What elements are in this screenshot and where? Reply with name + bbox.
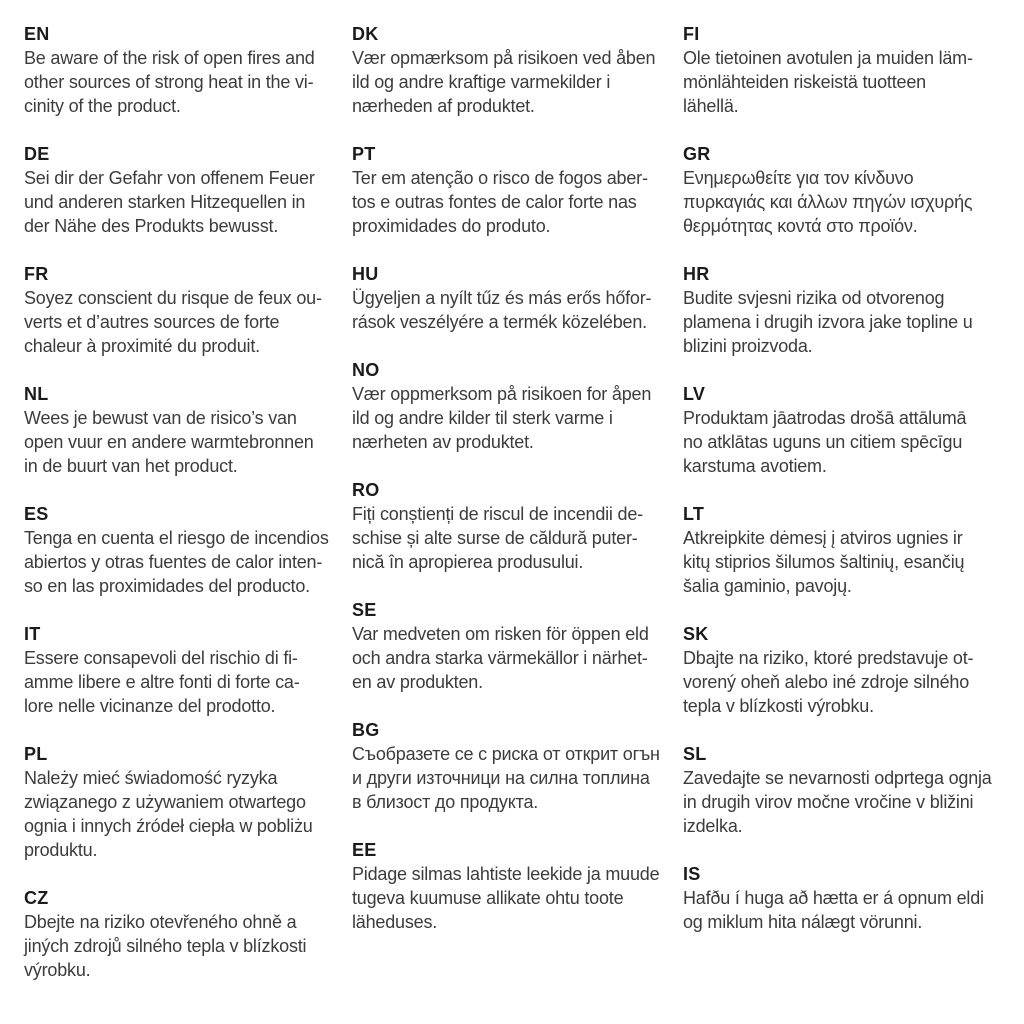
- language-code-label: SE: [352, 600, 377, 620]
- warning-text-line: Wees je bewust van de risico’s van: [24, 408, 297, 428]
- warning-text-line: und anderen starken Hitzequellen in: [24, 192, 306, 212]
- warning-text-line: πυρκαγιάς και άλλων πηγών ισχυρής: [683, 192, 973, 212]
- warning-text-line: chaleur à proximité du produit.: [24, 336, 260, 356]
- language-block-cz: [24, 886, 354, 982]
- language-code-label: NL: [24, 384, 49, 404]
- warning-text-line: и други източници на силна топлина: [352, 768, 650, 788]
- warning-text-line: so en las proximidades del producto.: [24, 576, 310, 596]
- warning-text-line: Vær opmærksom på risikoen ved åben: [352, 48, 656, 68]
- warning-text-line: no atklātas uguns un citiem spēcīgu: [683, 432, 963, 452]
- language-block-it: [24, 622, 354, 718]
- warning-text-line: Ügyeljen a nyílt tűz és más erős hőfor-: [352, 288, 652, 308]
- warning-column-2: [352, 22, 682, 958]
- language-block-hr: [683, 262, 1013, 358]
- warning-text-line: Dbejte na riziko otevřeného ohně a: [24, 912, 297, 932]
- warning-text-line: ild og andre kilder til sterk varme i: [352, 408, 613, 428]
- warning-text-line: Ter em atenção o risco de fogos aber-: [352, 168, 648, 188]
- warning-text-line: Produktam jāatrodas drošā attālumā: [683, 408, 967, 428]
- language-code-label: BG: [352, 720, 380, 740]
- warning-text-line: tepla v blízkosti výrobku.: [683, 696, 874, 716]
- language-block-nl: [24, 382, 354, 478]
- warning-text-line: nærheten av produktet.: [352, 432, 534, 452]
- warning-text-line: nærheden af produktet.: [352, 96, 535, 116]
- warning-text-line: jiných zdrojů silného tepla v blízkosti: [24, 936, 307, 956]
- language-code-label: ES: [24, 504, 49, 524]
- warning-text-line: výrobku.: [24, 960, 91, 980]
- language-code-label: NO: [352, 360, 380, 380]
- language-block-ee: [352, 838, 682, 934]
- warning-text-line: Essere consapevoli del rischio di fi-: [24, 648, 298, 668]
- warning-text-line: šalia gaminio, pavojų.: [683, 576, 852, 596]
- language-code-label: LT: [683, 504, 705, 524]
- warning-text-line: Var medveten om risken för öppen eld: [352, 624, 649, 644]
- warning-text-line: tugeva kuumuse allikate ohtu toote: [352, 888, 624, 908]
- language-block-gr: [683, 142, 1013, 238]
- language-block-ro: [352, 478, 682, 574]
- language-code-label: FI: [683, 24, 700, 44]
- warning-text-line: Vær oppmerksom på risikoen for åpen: [352, 384, 652, 404]
- language-block-dk: [352, 22, 682, 118]
- warning-text-line: other sources of strong heat in the vi-: [24, 72, 314, 92]
- warning-text-line: Ole tietoinen avotulen ja muiden läm-: [683, 48, 973, 68]
- language-code-label: LV: [683, 384, 706, 404]
- language-code-label: IS: [683, 864, 701, 884]
- language-block-lt: [683, 502, 1013, 598]
- warning-text-line: mönlähteiden riskeistä tuotteen: [683, 72, 926, 92]
- warning-text-line: Be aware of the risk of open fires and: [24, 48, 315, 68]
- warning-text-line: kitų stiprios šilumos šaltinių, esančių: [683, 552, 965, 572]
- warning-text-line: tos e outras fontes de calor forte nas: [352, 192, 637, 212]
- warning-text-line: nică în apropierea produsului.: [352, 552, 584, 572]
- warning-text-line: Fiți conștienți de riscul de incendii de-: [352, 504, 643, 524]
- language-code-label: SL: [683, 744, 707, 764]
- warning-text-line: cinity of the product.: [24, 96, 181, 116]
- language-block-se: [352, 598, 682, 694]
- language-code-label: HU: [352, 264, 379, 284]
- warning-text-line: Hafðu í huga að hætta er á opnum eldi: [683, 888, 984, 908]
- warning-text-line: ognia i innych źródeł ciepła w pobliżu: [24, 816, 313, 836]
- language-block-es: [24, 502, 354, 598]
- language-block-fi: [683, 22, 1013, 118]
- warning-text-line: Soyez conscient du risque de feux ou-: [24, 288, 322, 308]
- language-code-label: EN: [24, 24, 50, 44]
- warning-text-line: Pidage silmas lahtiste leekide ja muude: [352, 864, 660, 884]
- language-code-label: SK: [683, 624, 709, 644]
- warning-text-line: in drugih virov močne vročine v bližini: [683, 792, 974, 812]
- warning-text-line: Tenga en cuenta el riesgo de incendios: [24, 528, 329, 548]
- warning-text-line: Съобразете се с риска от открит огън: [352, 744, 660, 764]
- language-block-de: [24, 142, 354, 238]
- warning-text-line: plamena i drugih izvora jake topline u: [683, 312, 973, 332]
- warning-text-line: izdelka.: [683, 816, 743, 836]
- language-block-pl: [24, 742, 354, 862]
- warning-text-line: open vuur en andere warmtebronnen: [24, 432, 314, 452]
- language-block-sl: [683, 742, 1013, 838]
- warning-text-line: rások veszélyére a termék közelében.: [352, 312, 647, 332]
- language-code-label: FR: [24, 264, 49, 284]
- language-code-label: IT: [24, 624, 41, 644]
- language-code-label: CZ: [24, 888, 49, 908]
- warning-text-line: związanego z używaniem otwartego: [24, 792, 306, 812]
- language-block-bg: [352, 718, 682, 814]
- warning-text-line: θερμότητας κοντά στο προϊόν.: [683, 216, 918, 236]
- language-code-label: PT: [352, 144, 376, 164]
- language-block-is: [683, 862, 1013, 934]
- warning-text-line: och andra starka värmekällor i närhet-: [352, 648, 648, 668]
- warning-text-line: ild og andre kraftige varmekilder i: [352, 72, 611, 92]
- warning-text-line: Należy mieć świadomość ryzyka: [24, 768, 278, 788]
- warning-text-line: og miklum hita nálægt vörunni.: [683, 912, 923, 932]
- warning-text-line: in de buurt van het product.: [24, 456, 238, 476]
- warning-text-line: Sei dir der Gefahr von offenem Feuer: [24, 168, 315, 188]
- language-block-hu: [352, 262, 682, 334]
- warning-text-line: verts et d’autres sources de forte: [24, 312, 280, 332]
- warning-text-line: schise și alte surse de căldură puter-: [352, 528, 638, 548]
- warning-text-line: Dbajte na riziko, ktoré predstavuje ot-: [683, 648, 974, 668]
- warning-text-line: der Nähe des Produkts bewusst.: [24, 216, 279, 236]
- language-code-label: GR: [683, 144, 711, 164]
- language-code-label: DK: [352, 24, 379, 44]
- language-block-en: [24, 22, 354, 118]
- warning-text-line: läheduses.: [352, 912, 438, 932]
- language-block-pt: [352, 142, 682, 238]
- warning-text-line: Budite svjesni rizika od otvorenog: [683, 288, 945, 308]
- warning-text-line: Ενημερωθείτε για τον κίνδυνο: [683, 168, 914, 188]
- language-block-sk: [683, 622, 1013, 718]
- language-block-fr: [24, 262, 354, 358]
- language-code-label: EE: [352, 840, 377, 860]
- warning-text-line: karstuma avotiem.: [683, 456, 827, 476]
- language-block-lv: [683, 382, 1013, 478]
- warning-text-line: lore nelle vicinanze del prodotto.: [24, 696, 276, 716]
- warning-text-line: Atkreipkite dėmesį į atviros ugnies ir: [683, 528, 963, 548]
- warning-text-line: abiertos y otras fuentes de calor inten-: [24, 552, 323, 572]
- warning-column-3: [683, 22, 1013, 958]
- warning-text-line: amme libere e altre fonti di forte ca-: [24, 672, 300, 692]
- language-code-label: DE: [24, 144, 50, 164]
- warning-text-line: blizini proizvoda.: [683, 336, 813, 356]
- warning-text-line: en av produkten.: [352, 672, 483, 692]
- warning-text-line: lähellä.: [683, 96, 739, 116]
- warning-text-line: Zavedajte se nevarnosti odprtega ognja: [683, 768, 992, 788]
- warning-text-line: produktu.: [24, 840, 98, 860]
- warning-text-line: proximidades do produto.: [352, 216, 551, 236]
- language-code-label: PL: [24, 744, 48, 764]
- warning-column-1: [24, 22, 354, 1006]
- language-code-label: HR: [683, 264, 710, 284]
- warning-text-line: в близост до продукта.: [352, 792, 539, 812]
- language-block-no: [352, 358, 682, 454]
- warning-text-line: vorený oheň alebo iné zdroje silného: [683, 672, 970, 692]
- language-code-label: RO: [352, 480, 380, 500]
